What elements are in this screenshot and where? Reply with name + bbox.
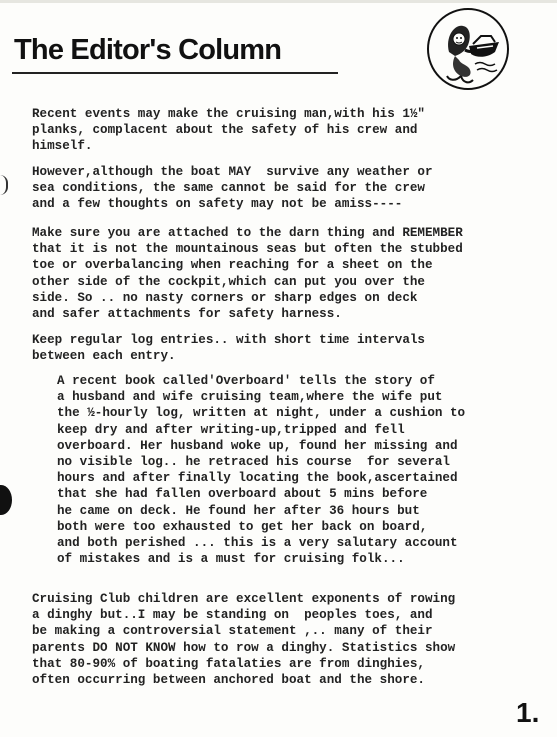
scan-edge [0,0,557,3]
paragraph-dinghy: Cruising Club children are excellent exponents of rowing a dinghy but..I may be standing on peoples toes, and be making a controversial statement ,.. many of their parents DO NOT KNOW how to row a dinghy. Statistics show that 80-90% of boating fatalaties are from dinghies, often occurring between anchored boat and the shore. [32,592,456,688]
paragraph-intro: Recent events may make the cruising man,with his 1½" planks, complacent about the safety of his crew and himself. [32,107,425,154]
punch-hole [0,485,12,515]
paragraph-log-entries: Keep regular log entries.. with short time intervals between each entry. [32,333,425,364]
title-underline [12,72,338,74]
paragraph-overboard-quote: A recent book called'Overboard' tells the story of a husband and wife cruising team,where the wife put the ½-hourly log, written at night, under a cushion to keep dry and after writing-up,tripped and fell overboard. Her husband woke up, found her missing and no visible log.. he retraced his course for several hours and after finally locating the book,ascertained that she had fallen overboard about 5 mins before he came on deck. He found her after 36 hours but both were too exhausted to get her back on board, and both perished ... this is a very salutary account of mistakes and is a must for cruising folk... [57,374,466,567]
page-title: The Editor's Column [14,34,282,66]
paragraph-however: However,although the boat MAY survive any weather or sea conditions, the same cannot be said for the crew and a few thoughts on safety may not be amiss---- [32,165,433,212]
page-number: 1. [516,697,540,728]
paragraph-attached: Make sure you are attached to the darn thing and REMEMBER that it is not the mountainous seas but often the stubbed toe or overbalancing when reaching for a sheet on the other side of the cockpit,which can put you over the side. So .. no nasty corners or sharp edges on deck and safer attachments for safety harness. [32,226,463,322]
margin-mark [0,175,8,195]
mermaid-holding-boat-icon [425,6,511,92]
